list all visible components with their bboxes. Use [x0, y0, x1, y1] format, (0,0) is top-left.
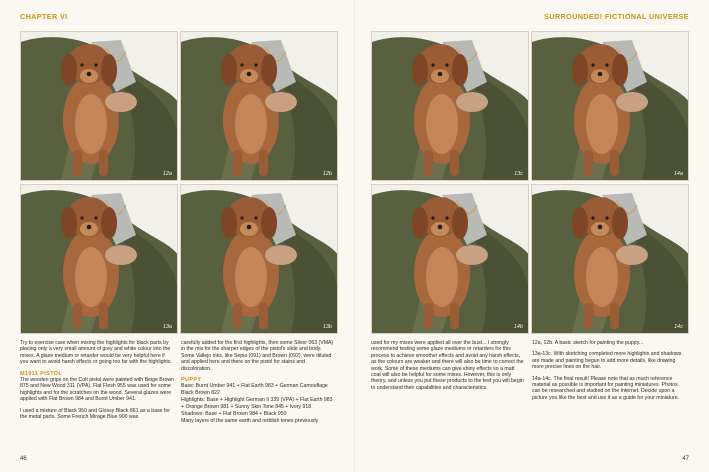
right-page: [355, 0, 709, 472]
photo-caption: 13a: [162, 324, 172, 330]
photo-caption: 13c: [514, 171, 523, 177]
photo-caption: 13b: [322, 324, 332, 330]
photo-12a: [20, 31, 178, 181]
puppy-figure-image: [21, 185, 177, 333]
text-column-1: [20, 340, 174, 425]
puppy-figure-image: [21, 32, 177, 180]
photo-13a: [20, 184, 178, 334]
photo-caption: 12b: [322, 171, 332, 177]
paragraph: Base: Burnt Umber 941 + Flat Earth 983 + German Camouflage Black Brown 822: [181, 383, 328, 396]
photo-13c: [371, 31, 529, 181]
subheading: PUPPY: [181, 377, 202, 384]
puppy-figure-image: [372, 32, 528, 180]
paragraph: 14a-14c. The final result! Please note that as much reference material as possible is important for painting miniatures. Photos can be researched and studied on the Internet. Decide upon a picture you like the best and use it as a guide for your miniature.: [532, 375, 680, 401]
chapter-header: SURROUNDED! FICTIONAL UNIVERSE: [544, 12, 689, 21]
photo-caption: 12a: [162, 171, 172, 177]
paragraph: Try to exercise care when mixing the highlights for black parts by placing only a very small amount of grey and white colour into the mixes. A glaze medium or retarder would be very helpful here if you want to avoid harsh effects or going too far with the highlights.: [20, 340, 172, 366]
puppy-figure-image: [532, 32, 688, 180]
puppy-figure-image: [181, 32, 337, 180]
photo-14b: [371, 184, 529, 334]
chapter-header: CHAPTER VI: [20, 12, 68, 21]
photo-13b: [180, 184, 338, 334]
paragraph: Many layers of the same earth and reddish tones previously: [181, 418, 319, 425]
photo-14a: [531, 31, 689, 181]
paragraph: The wooden grips on the Colt pistol were painted with Beige Brown 875 and New Wood 311 (VPA). Flat Flesh 955 was used for some highlights and for the scratches on the wood. Several glazes were applied with Flat Brown 984 and Burnt Umber 941.: [20, 377, 174, 403]
paragraph: used for my mixes were applied all over the bust... I strongly recommend testing some glaze mediums or retarders for this process to achieve smoother effects and avoid any harsh effects, as the colours are weaker and there will also be time to correct the work. Some of these mediums can give shiny effects so a matt coat will also be helpful for some mixes. However, this is only theory, and unless you put these products to the test you will begin to understand their capabilities and characteristics.: [371, 340, 524, 391]
page-number: 46: [20, 456, 27, 462]
left-page: [0, 0, 354, 472]
text-column-2: [181, 340, 335, 430]
photo-caption: 14c: [674, 324, 683, 330]
paragraph: carefully added for the first highlights, then some Silver 063 (VMA) in the mix for the sharper edges of the pistol's slide and body. Some Vallejo inks, like Sepia (091) and Brown (092), were diluted and applied here and there on the pistol for stains and discoloration.: [181, 340, 334, 372]
puppy-figure-image: [372, 185, 528, 333]
photo-caption: 14b: [513, 324, 523, 330]
paragraph: Shadows: Base + Flat Brown 984 + Black 950: [181, 411, 287, 418]
paragraph: Highlights: Base + Highlight German II 339 (VPA) + Flat Earth 983 + Orange Brown 981 + Sunny Skin Tone 845 + Ivory 918: [181, 397, 333, 410]
page-number: 47: [682, 456, 689, 462]
photo-14c: [531, 184, 689, 334]
paragraph: 13a-13c. With sketching completed more highlights and shadows are made and painting begun to add more details, like drawing more precise lines on the hair.: [532, 351, 682, 371]
puppy-figure-image: [181, 185, 337, 333]
subheading: M1911 PISTOL: [20, 370, 63, 377]
paragraph: 12a, 12b. A basic sketch for painting the puppy...: [532, 340, 644, 346]
text-column-1: [371, 340, 525, 396]
puppy-figure-image: [532, 185, 688, 333]
photo-caption: 14a: [673, 171, 683, 177]
photo-12b: [180, 31, 338, 181]
paragraph: I used a mixture of Black 950 and Glossy Black 861 as a base for the metal parts. Some French Mirage Blue 900 was: [20, 407, 170, 421]
text-column-2: [532, 340, 686, 406]
